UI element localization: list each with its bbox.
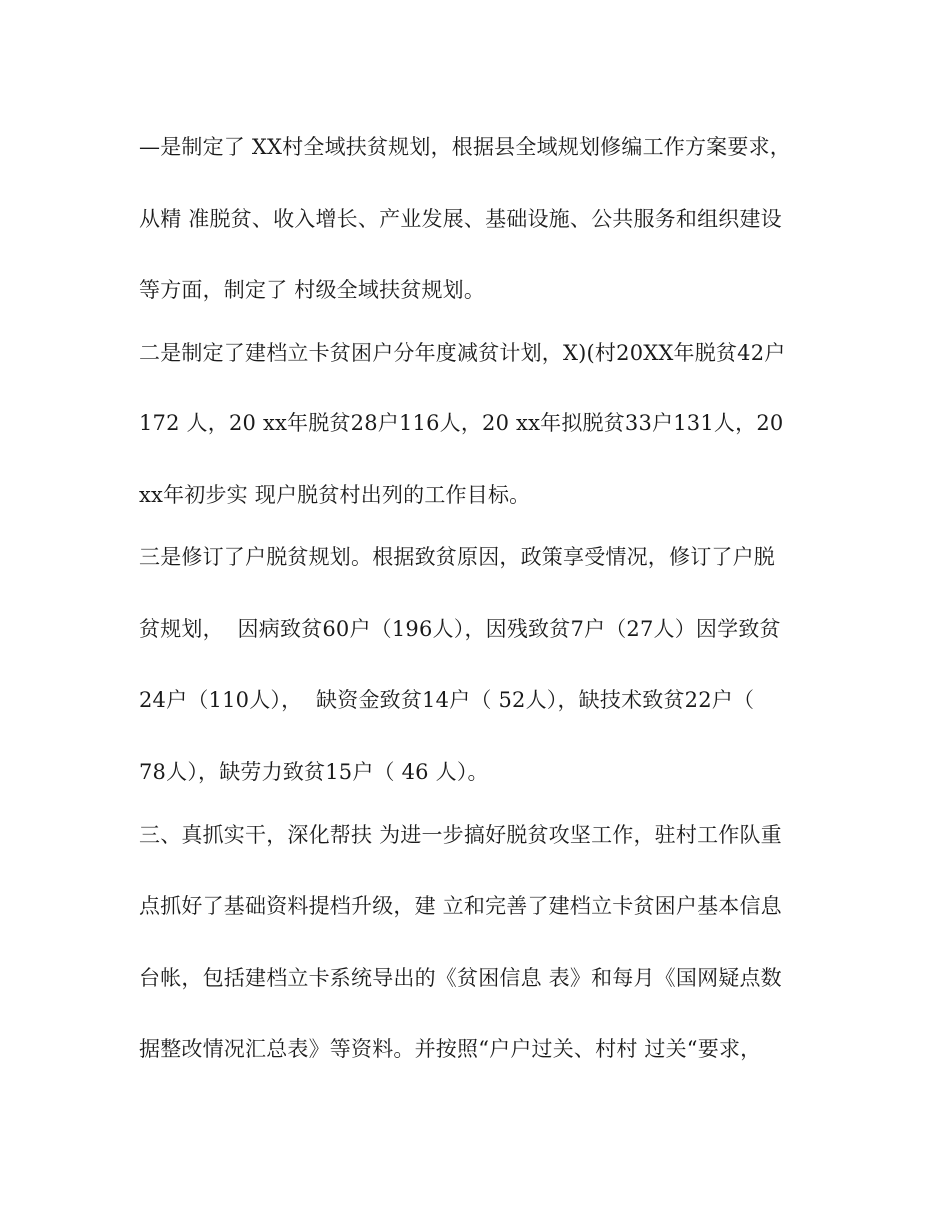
text-line: 台帐，包括建档立卡系统导出的《贫困信息 表》和每月《国网疑点数 [139, 966, 782, 990]
text-line: 点抓好了基础资料提档升级，建 立和完善了建档立卡贫困户基本信息 [139, 894, 782, 918]
text-line: 24户（110人）， 缺资金致贫14户（ 52人），缺技术致贫22户（ [139, 688, 755, 712]
text-line: 据整改情况汇总表》等资料。并按照“户户过关、村村 过关“要求， [139, 1037, 762, 1061]
text-line: —是制定了 XX村全域扶贫规划，根据县全域规划修编工作方案要求， [139, 135, 791, 159]
text-line: 78人），缺劳力致贫15户（ 46 人）。 [139, 760, 489, 784]
text-line: xx年初步实 现户脱贫村出列的工作目标。 [139, 483, 531, 507]
text-line: 二是制定了建档立卡贫困户分年度减贫计划，X)(村20XX年脱贫42户 [139, 341, 786, 365]
text-line: 172 人，20 xx年脱贫28户116人，20 xx年拟脱贫33户131人，20 [139, 411, 784, 435]
text-line: 等方面，制定了 村级全域扶贫规划。 [139, 278, 486, 302]
text-line: 贫规划， 因病致贫60户（196人），因残致贫7户（27人）因学致贫 [139, 617, 781, 641]
text-line: 从精 准脱贫、收入增长、产业发展、基础设施、公共服务和组织建设 [139, 207, 782, 231]
text-line: 三、真抓实干，深化帮扶 为进一步搞好脱贫攻坚工作，驻村工作队重 [139, 823, 782, 847]
text-line: 三是修订了户脱贫规划。根据致贫原因，政策享受情况，修订了户脱 [139, 545, 775, 569]
